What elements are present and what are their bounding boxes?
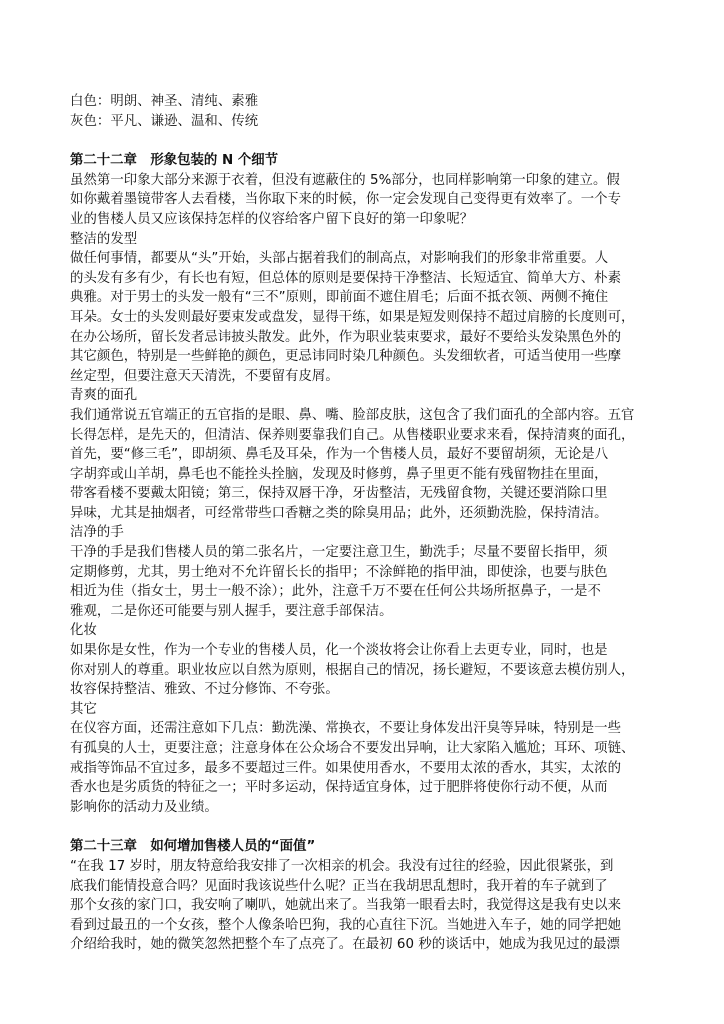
- chapter-23-title: 第二十三章 如何增加售楼人员的“面值”: [70, 839, 316, 855]
- body-line: 带客看楼不要戴太阳镜；第三，保持双唇干净，牙齿整洁，无残留食物，关键还要消除口里: [70, 486, 608, 502]
- body-line: 在办公场所，留长发者忌讳披头散发。此外，作为职业装束要求，最好不要给头发染黑色外的: [70, 329, 622, 345]
- body-line: 耳朵。女士的头发则最好要束发或盘发，显得干练，如果是短发则保持不超过肩膀的长度则可，: [70, 309, 635, 325]
- body-line: 如你戴着墨镜带客人去看楼，当你取下来的时候，你一定会发现自己变得更有效率了。一个专: [70, 192, 622, 208]
- body-line: 干净的手是我们售楼人员的第二张名片，一定要注意卫生，勤洗手；尽量不要留长指甲，须: [70, 545, 608, 561]
- body-line: 如果你是女性，作为一个专业的售楼人员，化一个淡妆将会让你看上去更专业，同时，也是: [70, 643, 608, 659]
- body-line: 介绍给我时，她的微笑忽然把整个车了点亮了。在最初 60 秒的谈话中，她成为我见过的最漂: [70, 937, 620, 953]
- body-line: 雅观，二是你还可能要与别人握手，要注意手部保洁。: [70, 603, 393, 619]
- color-meaning-line: 灰色：平凡、谦逊、温和、传统: [70, 113, 259, 129]
- body-line: 定期修剪，尤其，男士绝对不允许留长长的指甲；不涂鲜艳的指甲油，即使涂，也要与肤色: [70, 564, 608, 580]
- section-heading-hands: 洁净的手: [70, 525, 124, 541]
- body-line: 的头发有多有少，有长也有短，但总体的原则是要保持干净整洁、长短适宜、简单大方、朴素: [70, 270, 622, 286]
- section-heading-makeup: 化妆: [70, 623, 97, 639]
- body-line: 你对别人的尊重。职业妆应以自然为原则，根据自己的情况，扬长避短，不要该意去模仿别人，: [70, 662, 635, 678]
- document-page: [70, 92, 654, 955]
- body-line: 妆容保持整洁、雅致、不过分修饰、不夸张。: [70, 682, 339, 698]
- body-line: 在仪容方面，还需注意如下几点：勤洗澡、常换衣，不要让身体发出汗臭等异味，特别是一些: [70, 721, 622, 737]
- body-line: 底我们能情投意合吗？见面时我该说些什么呢？正当在我胡思乱想时，我开着的车子就到了: [70, 878, 608, 894]
- chapter-22-title: 第二十二章 形象包装的 N 个细节: [70, 153, 278, 169]
- body-line: 我们通常说五官端正的五官指的是眼、鼻、嘴、脸部皮肤，这包含了我们面孔的全部内容。五官: [70, 407, 635, 423]
- section-heading-face: 青爽的面孔: [70, 388, 138, 404]
- section-heading-hair: 整洁的发型: [70, 231, 138, 247]
- color-meaning-line: 白色：明朗、神圣、清纯、素雅: [70, 94, 259, 109]
- body-line: 长得怎样，是先天的，但清洁、保养则要靠我们自己。从售楼职业要求来看，保持清爽的面孔，: [70, 427, 635, 443]
- body-line: 丝定型，但要注意天天清洗，不要留有皮屑。: [70, 368, 339, 384]
- body-line: 首先，要“修三毛”，即胡须、鼻毛及耳朵，作为一个售楼人员，最好不要留胡须，无论是八: [70, 447, 609, 463]
- body-line: 字胡弈或山羊胡，鼻毛也不能拴头拴脑，发现及时修剪，鼻子里更不能有残留物挂在里面，: [70, 466, 608, 482]
- body-line: 异味，尤其是抽烟者，可经常带些口香糖之类的除臭用品；此外，还须勤洗脸，保持清洁。: [70, 505, 608, 521]
- body-line: 相近为佳（指女士，男士一般不涂）；此外，注意千万不要在任何公共场所抠鼻子，一是不: [70, 584, 601, 600]
- body-line: 虽然第一印象大部分来源于衣着，但没有遮蔽住的 5%部分，也同样影响第一印象的建立。假: [70, 172, 620, 188]
- paragraph-gap: [70, 817, 654, 837]
- body-line: 戒指等饰品不宜过多，最多不要超过三件。如果使用香水，不要用太浓的香水，其实，太浓的: [70, 760, 622, 776]
- body-line: 影响你的活动力及业绩。: [70, 799, 218, 815]
- body-line: 有孤臭的人士，更要注意；注意身体在公众场合不要发出异响，让大家陷入尴尬；耳环、项链、: [70, 741, 635, 756]
- body-line: 业的售楼人员又应该保持怎样的仪容给客户留下良好的第一印象呢？: [70, 211, 474, 227]
- body-line: “在我 17 岁时，朋友特意给我安排了一次相亲的机会。我没有过往的经验，因此很紧张，到: [70, 858, 614, 874]
- body-line: 做任何事情，都要从“头”开始，头部占据着我们的制高点，对影响我们的形象非常重要。人: [70, 251, 609, 267]
- body-line: 香水也是劣质货的特征之一；平时多运动，保持适宜身体，过于肥胖将使你行动不便，从而: [70, 780, 608, 796]
- paragraph-gap: [70, 131, 654, 151]
- body-line: 其它颜色，特别是一些鲜艳的颜色，更忌讳同时染几种颜色。头发细软者，可适当使用一些摩: [70, 349, 622, 365]
- body-line: 典雅。对于男士的头发一般有“三不”原则，即前面不遮住眉毛；后面不抵衣领、两侧不掩住: [70, 290, 609, 306]
- body-line: 看到过最丑的一个女孩，整个人像条哈巴狗，我的心直往下沉。当她进入车子，她的同学把她: [70, 917, 622, 933]
- section-heading-other: 其它: [70, 701, 97, 717]
- body-line: 那个女孩的家门口，我安响了喇叭，她就出来了。当我第一眼看去时，我觉得这是我有史以来: [70, 898, 622, 914]
